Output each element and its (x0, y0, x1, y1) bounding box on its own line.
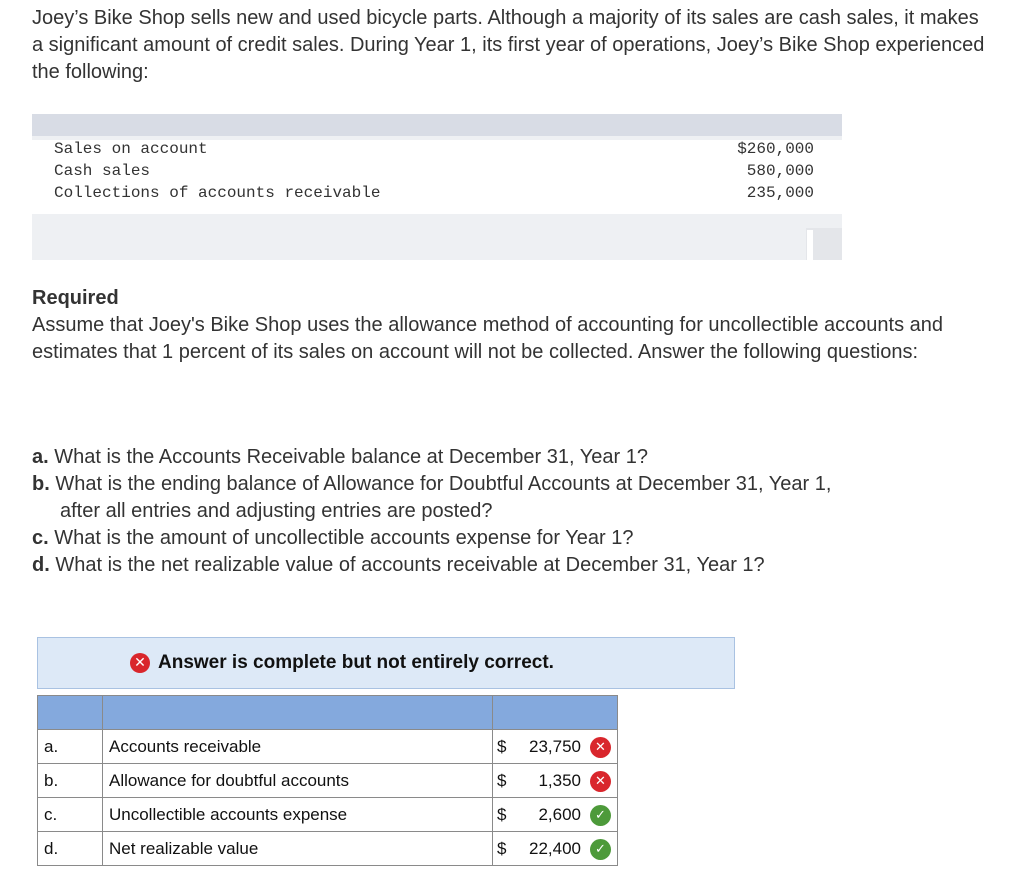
currency-symbol: $ (497, 771, 507, 790)
x-circle-icon: ✕ (590, 737, 611, 758)
banner-text: Answer is complete but not entirely correct. (158, 652, 554, 673)
answer-table (37, 695, 618, 866)
answer-label: Allowance for doubtful accounts (103, 764, 493, 798)
answer-amount: 2,600 (538, 805, 581, 824)
question-letter: d. (32, 554, 50, 576)
answer-row-b (38, 764, 618, 798)
question-b (32, 471, 992, 525)
question-list (32, 444, 992, 579)
answer-amount: 22,400 (529, 839, 581, 858)
answer-table-header (38, 696, 618, 730)
data-row-label: Sales on account (54, 140, 208, 158)
problem-intro: Joey’s Bike Shop sells new and used bicycle parts. Although a majority of its sales are cash sales, it makes a significant amount of credit sales. During Year 1, its first year of operations, Joey’s Bike Shop experienced the following: (32, 7, 985, 83)
data-row-value: $260,000 (737, 140, 814, 158)
data-row-collections (54, 182, 814, 204)
question-text: What is the net realizable value of accounts receivable at December 31, Year 1? (55, 554, 765, 576)
data-row-label: Cash sales (54, 162, 151, 180)
answer-status-banner (37, 637, 735, 689)
answer-row-c (38, 798, 618, 832)
answer-row-d (38, 832, 618, 866)
data-row-value: 580,000 (746, 162, 814, 180)
question-text: What is the amount of uncollectible accounts expense for Year 1? (54, 527, 634, 549)
currency-symbol: $ (497, 839, 507, 858)
answer-value-cell[interactable] (493, 832, 618, 866)
currency-symbol: $ (497, 737, 507, 756)
banner-content (130, 652, 554, 674)
required-title: Required (32, 287, 119, 309)
answer-label: Accounts receivable (103, 730, 493, 764)
answer-row-a (38, 730, 618, 764)
answer-letter: c. (38, 798, 103, 832)
answer-letter: b. (38, 764, 103, 798)
question-text-continued: after all entries and adjusting entries are posted? (60, 500, 493, 522)
question-text: What is the ending balance of Allowance for Doubtful Accounts at December 31, Year 1, (55, 473, 832, 495)
answer-value-cell[interactable] (493, 730, 618, 764)
data-row-value: 235,000 (746, 184, 814, 202)
question-letter: a. (32, 446, 49, 468)
data-box-scroll-thumb[interactable] (807, 230, 813, 260)
data-row-label: Collections of accounts receivable (54, 184, 381, 202)
currency-symbol: $ (497, 805, 507, 824)
check-circle-icon: ✓ (590, 805, 611, 826)
data-row-sales-on-account (54, 138, 814, 160)
header-cell-label (103, 696, 493, 730)
answer-letter: d. (38, 832, 103, 866)
question-a (32, 444, 992, 471)
answer-label: Uncollectible accounts expense (103, 798, 493, 832)
required-text: Assume that Joey's Bike Shop uses the allowance method of accounting for uncollectible accounts and estimates that 1 percent of its sales on account will not be collected. Answer the following questions: (32, 314, 944, 363)
data-row-cash-sales (54, 160, 814, 182)
data-box-header (32, 114, 842, 136)
answer-letter: a. (38, 730, 103, 764)
required-section (32, 285, 992, 366)
answer-amount: 23,750 (529, 737, 581, 756)
question-letter: c. (32, 527, 49, 549)
question-letter: b. (32, 473, 50, 495)
x-circle-icon: ✕ (130, 653, 150, 673)
check-circle-icon: ✓ (590, 839, 611, 860)
question-text: What is the Accounts Receivable balance at December 31, Year 1? (54, 446, 648, 468)
question-d (32, 552, 992, 579)
answer-value-cell[interactable] (493, 764, 618, 798)
answer-amount: 1,350 (538, 771, 581, 790)
answer-value-cell[interactable] (493, 798, 618, 832)
answer-label: Net realizable value (103, 832, 493, 866)
header-cell-value (493, 696, 618, 730)
header-cell-letter (38, 696, 103, 730)
given-data-box (32, 114, 842, 260)
question-c (32, 525, 992, 552)
x-circle-icon: ✕ (590, 771, 611, 792)
